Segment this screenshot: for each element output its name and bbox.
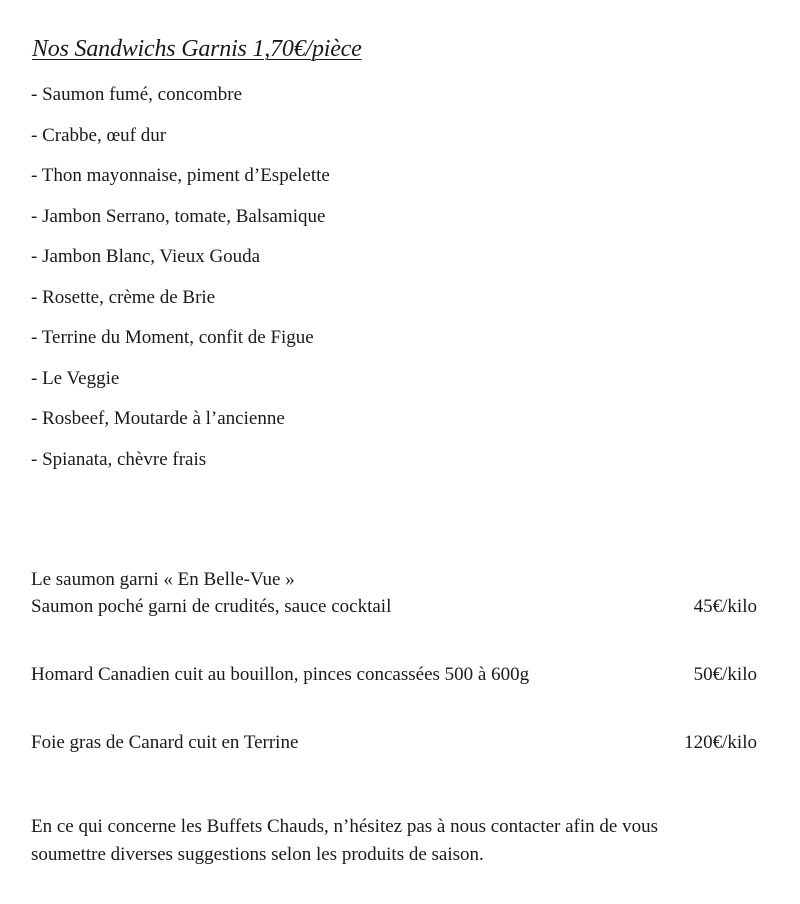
salmon-price: 45€/kilo [693,596,757,617]
foie-gras-price: 120€/kilo [684,732,757,753]
list-item: - Le Veggie [31,367,120,389]
list-item: - Thon mayonnaise, piment d’Espelette [31,165,330,186]
lobster-price: 50€/kilo [693,664,757,685]
foie-gras-description: Foie gras de Canard cuit en Terrine [31,732,299,753]
list-item: - Spianata, chèvre frais [31,448,207,470]
sandwich-list [31,82,330,487]
list-item: - Terrine du Moment, confit de Figue [31,327,314,348]
list-item: - Jambon Serrano, tomate, Balsamique [31,205,326,227]
salmon-description: Saumon poché garni de crudités, sauce cocktail [31,596,392,617]
footer-note: En ce qui concerne les Buffets Chauds, n’hésitez pas à nous contacter afin de vous soumettre diverses suggestions selon les produits de saison. [31,816,658,865]
salmon-row [31,594,757,620]
lobster-row [31,662,757,688]
list-item: - Saumon fumé, concombre [31,84,243,105]
lobster-description: Homard Canadien cuit au bouillon, pinces concassées 500 à 600g [31,664,530,685]
list-item: - Jambon Blanc, Vieux Gouda [31,246,261,267]
salmon-title: Le saumon garni « En Belle-Vue » [31,569,295,590]
list-item: - Crabbe, œuf dur [31,124,167,146]
list-item: - Rosbeef, Moutarde à l’ancienne [31,408,285,429]
page-title: Nos Sandwichs Garnis 1,70€/pièce [32,36,362,62]
list-item: - Rosette, crème de Brie [31,286,216,308]
foie-gras-row [31,730,757,756]
